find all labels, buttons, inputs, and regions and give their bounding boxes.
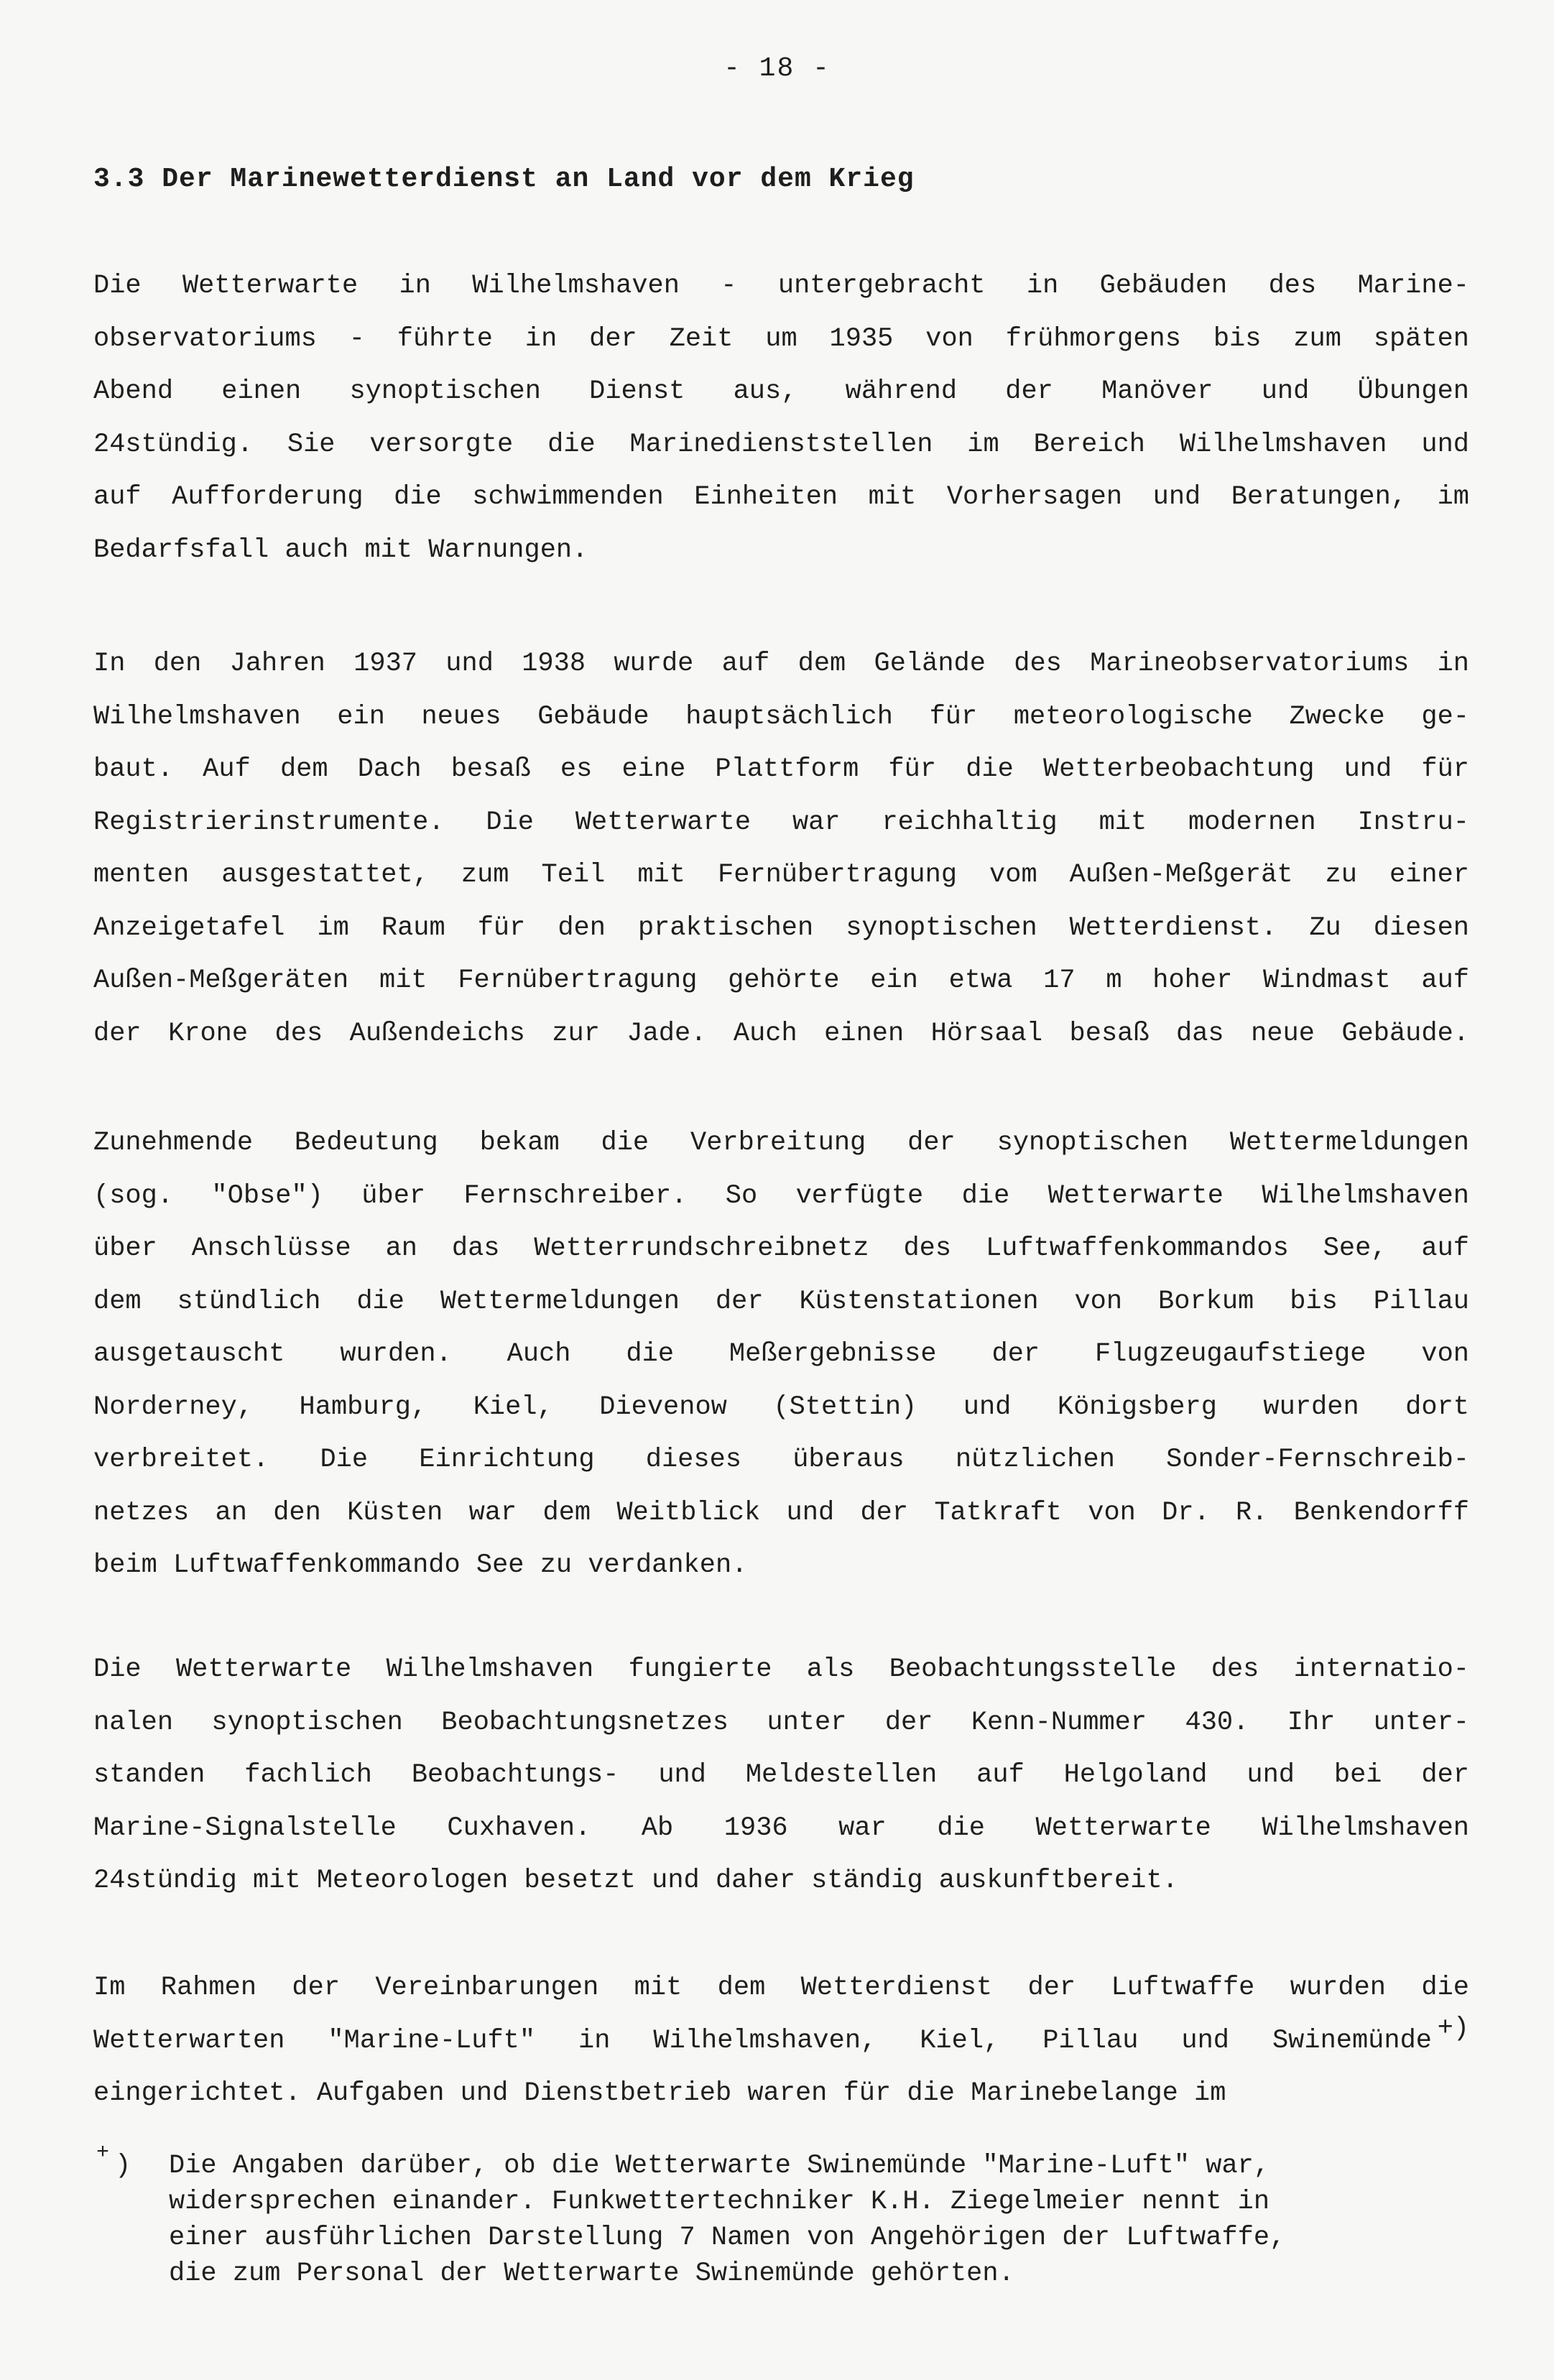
text-line: Wilhelmshaven ein neues Gebäude hauptsächlich für meteorologische Zwecke ge- bbox=[93, 701, 1469, 732]
footnote-line: die zum Personal der Wetterwarte Swinemünde gehörten. bbox=[169, 2259, 1014, 2289]
text-line: Abend einen synoptischen Dienst aus, während der Manöver und Übungen bbox=[93, 376, 1469, 407]
text-line: Die Wetterwarte in Wilhelmshaven - untergebracht in Gebäuden des Marine- bbox=[93, 271, 1469, 301]
text-line: Außen-Meßgeräten mit Fernübertragung gehörte ein etwa 17 m hoher Windmast auf bbox=[93, 966, 1469, 996]
section-heading: 3.3 Der Marinewetterdienst an Land vor dem Krieg bbox=[93, 164, 915, 195]
text-line: Marine-Signalstelle Cuxhaven. Ab 1936 war die Wetterwarte Wilhelmshaven bbox=[93, 1812, 1469, 1843]
text-line: baut. Auf dem Dach besaß es eine Plattform für die Wetterbeobachtung und für bbox=[93, 754, 1469, 784]
text-line: nalen synoptischen Beobachtungsnetzes unter der Kenn-Nummer 430. Ihr unter- bbox=[93, 1707, 1469, 1738]
text-line: Norderney, Hamburg, Kiel, Dievenow (Stettin) und Königsberg wurden dort bbox=[93, 1392, 1469, 1422]
text-line: Zunehmende Bedeutung bekam die Verbreitung der synoptischen Wettermeldungen bbox=[93, 1128, 1469, 1158]
text-line: ausgetauscht wurden. Auch die Meßergebnisse der Flugzeugaufstiege von bbox=[93, 1339, 1469, 1369]
text-line: Registrierinstrumente. Die Wetterwarte war reichhaltig mit modernen Instru- bbox=[93, 807, 1469, 838]
footnote-line: widersprechen einander. Funkwettertechniker K.H. Ziegelmeier nennt in bbox=[169, 2187, 1270, 2217]
page-number: - 18 - bbox=[723, 53, 831, 84]
text-line: Die Wetterwarte Wilhelmshaven fungierte als Beobachtungsstelle des internatio- bbox=[93, 1654, 1469, 1685]
paragraph-3 bbox=[93, 1117, 1469, 1593]
text-line: In den Jahren 1937 und 1938 wurde auf dem Gelände des Marineobservatoriums in bbox=[93, 649, 1469, 679]
text-line: Bedarfsfall auch mit Warnungen. bbox=[93, 534, 588, 565]
text-line: menten ausgestattet, zum Teil mit Fernübertragung vom Außen-Meßgerät zu einer bbox=[93, 860, 1469, 890]
footnote-line: einer ausführlichen Darstellung 7 Namen von Angehörigen der Luftwaffe, bbox=[169, 2223, 1286, 2253]
text-line: eingerichtet. Aufgaben und Dienstbetrieb waren für die Marinebelange im bbox=[93, 2078, 1226, 2108]
text-line: standen fachlich Beobachtungs- und Meldestellen auf Helgoland und bei der bbox=[93, 1760, 1469, 1790]
footnote bbox=[93, 2141, 1469, 2292]
text-line: verbreitet. Die Einrichtung dieses überaus nützlichen Sonder-Fernschreib- bbox=[93, 1445, 1469, 1475]
footnote-marker: + bbox=[96, 2141, 110, 2165]
paragraph-5 bbox=[93, 1962, 1469, 2121]
footnote-paren: ) bbox=[115, 2151, 131, 2181]
paragraph-1 bbox=[93, 260, 1469, 577]
footnote-reference: +) bbox=[1437, 2014, 1469, 2044]
text-line: der Krone des Außendeichs zur Jade. Auch einen Hörsaal besaß das neue Gebäude. bbox=[93, 1018, 1469, 1049]
text-line: Anzeigetafel im Raum für den praktischen synoptischen Wetterdienst. Zu diesen bbox=[93, 912, 1469, 943]
paragraph-4 bbox=[93, 1644, 1469, 1908]
paragraph-2 bbox=[93, 638, 1469, 1060]
text-line: Im Rahmen der Vereinbarungen mit dem Wetterdienst der Luftwaffe wurden die bbox=[93, 1973, 1469, 2003]
text-line: auf Aufforderung die schwimmenden Einheiten mit Vorhersagen und Beratungen, im bbox=[93, 482, 1469, 512]
text-line: dem stündlich die Wettermeldungen der Küstenstationen von Borkum bis Pillau bbox=[93, 1286, 1469, 1317]
text-line: observatoriums - führte in der Zeit um 1935 von frühmorgens bis zum späten bbox=[93, 323, 1469, 354]
text-line: Wetterwarten "Marine-Luft" in Wilhelmshaven, Kiel, Pillau und Swinemünde bbox=[93, 2025, 1432, 2056]
text-line: beim Luftwaffenkommando See zu verdanken. bbox=[93, 1550, 748, 1580]
text-line: netzes an den Küsten war dem Weitblick und der Tatkraft von Dr. R. Benkendorff bbox=[93, 1497, 1469, 1528]
footnote-line: Die Angaben darüber, ob die Wetterwarte Swinemünde "Marine-Luft" war, bbox=[169, 2151, 1270, 2181]
text-line: (sog. "Obse") über Fernschreiber. So verfügte die Wetterwarte Wilhelmshaven bbox=[93, 1180, 1469, 1211]
text-line: 24stündig. Sie versorgte die Marinedienststellen im Bereich Wilhelmshaven und bbox=[93, 429, 1469, 460]
text-line: über Anschlüsse an das Wetterrundschreibnetz des Luftwaffenkommandos See, auf bbox=[93, 1233, 1469, 1264]
text-line: 24stündig mit Meteorologen besetzt und daher ständig auskunftbereit. bbox=[93, 1866, 1178, 1896]
